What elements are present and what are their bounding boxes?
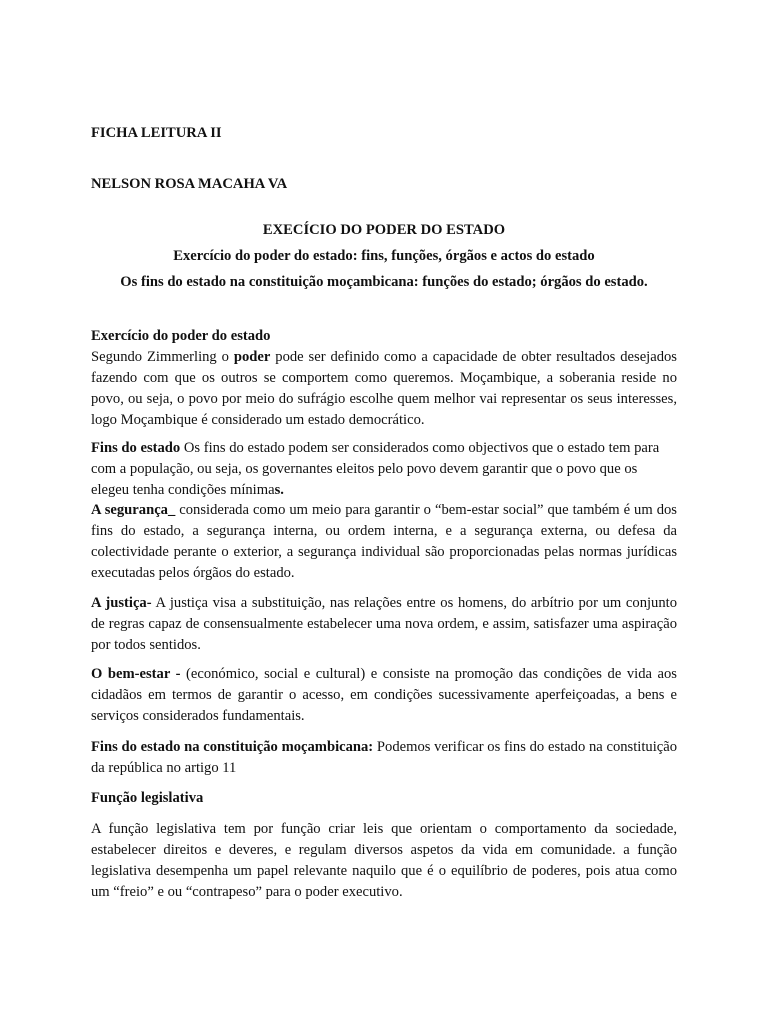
paragraph-constituicao: Fins do estado na constituição moçambicana: Podemos verificar os fins do estado na constituição da república no artigo 11 — [91, 739, 678, 776]
paragraph-seguranca: A segurança_ considerada como um meio para garantir o “bem-estar social” que também é um dos fins do estado, a segurança interna, ou ordem interna, e a segurança externa, ou defesa da colectividade perante o exterior, a segurança individual são proporcionadas pelas normas jurídicas executadas pelos órgãos do estado. — [91, 502, 677, 581]
main-title: EXECÍCIO DO PODER DO ESTADO — [262, 222, 506, 238]
paragraph-justica: A justiça- A justiça visa a substituição, nas relações entre os homens, do arbítrio por um conjunto de regras capaz de consensualmente estabelecer uma nova ordem, e assim, satisfazer uma aspiração por todos sentidos. — [91, 595, 677, 653]
subtitle-1: Exercício do poder do estado: fins, funções, órgãos e actos do estado — [173, 248, 595, 264]
ficha-title: FICHA LEITURA II — [91, 125, 222, 141]
section-heading-legislativa: Função legislativa — [91, 790, 204, 806]
paragraph-legislativa: A função legislativa tem por função criar leis que orientam o comportamento da sociedade, estabelecer direitos e deveres, e regulam diversos aspetos da vida em comunidade. a função legislativa desempenha um papel relevante naquilo que é o equilíbrio de poderes, pois atua como um “freio” e ou “contrapeso” para o poder executivo. — [91, 821, 677, 900]
author-name: NELSON ROSA MACAHA VA — [91, 176, 288, 192]
paragraph-exercicio: Segundo Zimmerling o poder pode ser definido como a capacidade de obter resultados desejados fazendo com que os outros se comportem como queremos. Moçambique, a soberania reside no povo, ou seja, o povo por meio do sufrágio escolhe quem melhor vai representar os seus interesses, logo Moçambique é considerado um estado democrático. — [91, 349, 677, 428]
paragraph-fins: Fins do estado Os fins do estado podem ser considerados como objectivos que o estado tem para com a população, ou seja, os governantes eleitos pelo povo devem garantir que o povo que os elegeu tenha condições mínimas. — [91, 440, 660, 498]
section-heading-exercicio: Exercício do poder do estado — [91, 328, 271, 344]
paragraph-bemestar: O bem-estar - (económico, social e cultural) e consiste na promoção das condições de vida aos cidadãos em termos de garantir o acesso, em condições sucessivamente aperfeiçoadas, a bens e serviços considerados fundamentais. — [91, 666, 677, 724]
subtitle-2: Os fins do estado na constituição moçambicana: funções do estado; órgãos do estado. — [120, 274, 648, 290]
